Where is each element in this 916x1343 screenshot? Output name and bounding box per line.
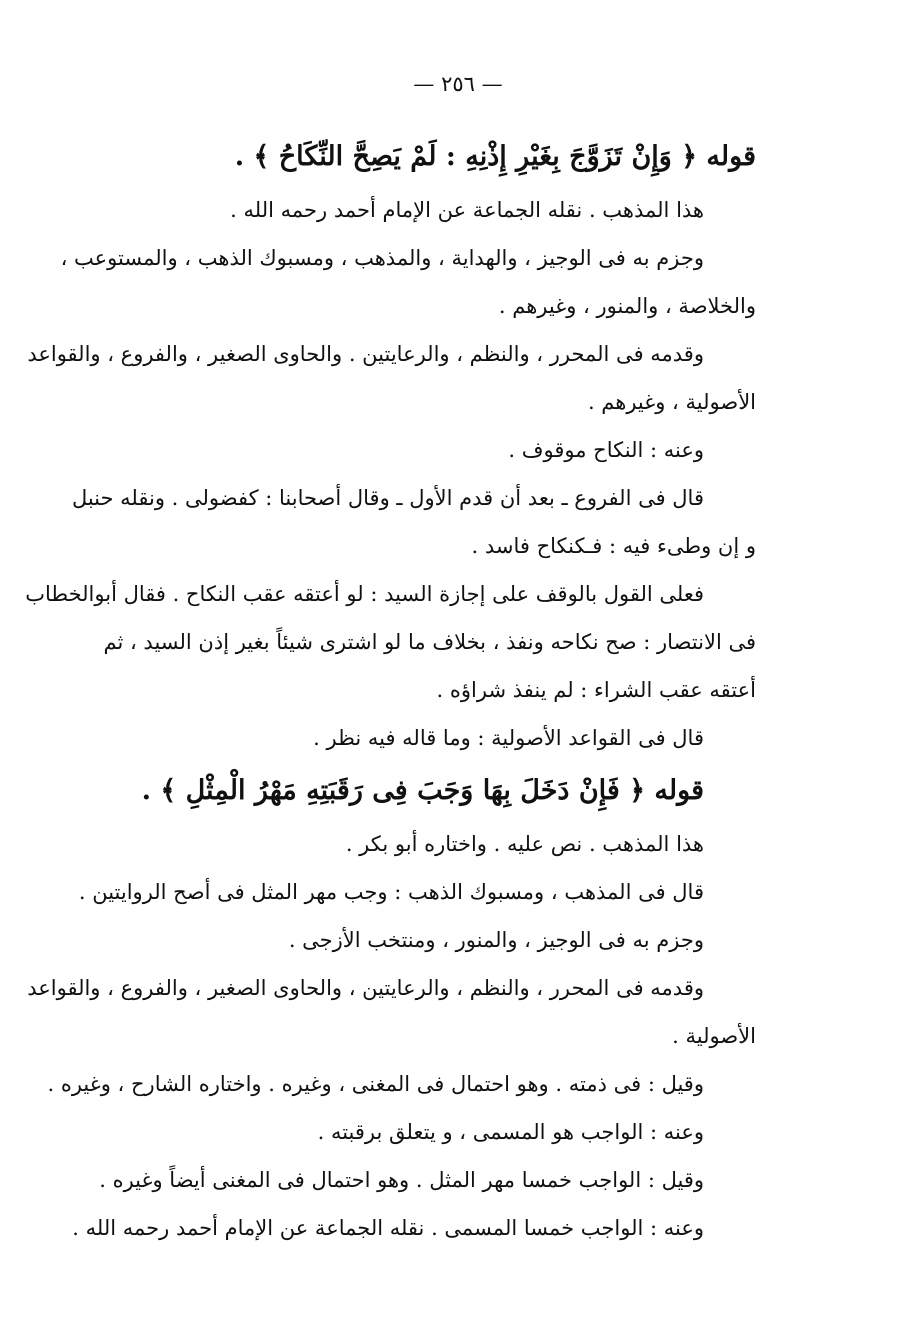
text-line: قال فى الفروع ـ بعد أن قدم الأول ـ وقال أصحابنا : كفضولى . ونقله حنبل	[71, 486, 704, 510]
section-heading: قوله ﴿ وَإِنْ تَزَوَّجَ بِغَيْرِ إِذْنِهِ : لَمْ يَصِحَّ النِّكَاحُ ﴾ .	[234, 141, 756, 172]
text-line: أعتقه عقب الشراء : لم ينفذ شراؤه .	[436, 678, 756, 702]
text-line: فعلى القول بالوقف على إجازة السيد : لو أعتقه عقب النكاح . فقال أبوالخطاب	[25, 582, 704, 606]
page-number: — ٢٥٦ —	[413, 72, 503, 96]
text-line: وقدمه فى المحرر ، والنظم ، والرعايتين . والحاوى الصغير ، والفروع ، والقواعد	[27, 342, 704, 366]
text-line: وجزم به فى الوجيز ، والمنور ، ومنتخب الأزجى .	[288, 928, 704, 952]
text-line: قال فى المذهب ، ومسبوك الذهب : وجب مهر المثل فى أصح الروايتين .	[78, 880, 704, 904]
text-line: وعنه : النكاح موقوف .	[508, 438, 704, 462]
text-line: و إن وطىء فيه : فـكنكاح فاسد .	[471, 534, 756, 558]
text-line: هذا المذهب . نص عليه . واختاره أبو بكر .	[345, 832, 704, 856]
text-line: وقيل : الواجب خمسا مهر المثل . وهو احتمال فى المغنى أيضاً وغيره .	[99, 1168, 704, 1192]
text-line: وجزم به فى الوجيز ، والهداية ، والمذهب ، ومسبوك الذهب ، والمستوعب ،	[60, 246, 704, 270]
text-line: هذا المذهب . نقله الجماعة عن الإمام أحمد رحمه الله .	[230, 198, 704, 222]
text-line: قال فى القواعد الأصولية : وما قاله فيه نظر .	[313, 726, 704, 750]
text-line: وعنه : الواجب خمسا المسمى . نقله الجماعة عن الإمام أحمد رحمه الله .	[72, 1216, 704, 1240]
text-line: وقيل : فى ذمته . وهو احتمال فى المغنى ، وغيره . واختاره الشارح ، وغيره .	[47, 1072, 704, 1096]
page-body-text	[25, 128, 756, 1252]
section-heading: قوله ﴿ فَإِنْ دَخَلَ بِهَا وَجَبَ فِى رَقَبَتِهِ مَهْرُ الْمِثْلِ ﴾ .	[141, 775, 704, 806]
text-line: والخلاصة ، والمنور ، وغيرهم .	[498, 294, 756, 318]
text-line: وقدمه فى المحرر ، والنظم ، والرعايتين ، والحاوى الصغير ، والفروع ، والقواعد	[27, 976, 704, 1000]
text-line: وعنه : الواجب هو المسمى ، و يتعلق برقبته .	[317, 1120, 704, 1144]
text-line: الأصولية .	[672, 1024, 756, 1048]
text-line: فى الانتصار : صح نكاحه ونفذ ، بخلاف ما لو اشترى شيئاً بغير إذن السيد ، ثم	[103, 630, 756, 654]
text-line: الأصولية ، وغيرهم .	[587, 390, 756, 414]
